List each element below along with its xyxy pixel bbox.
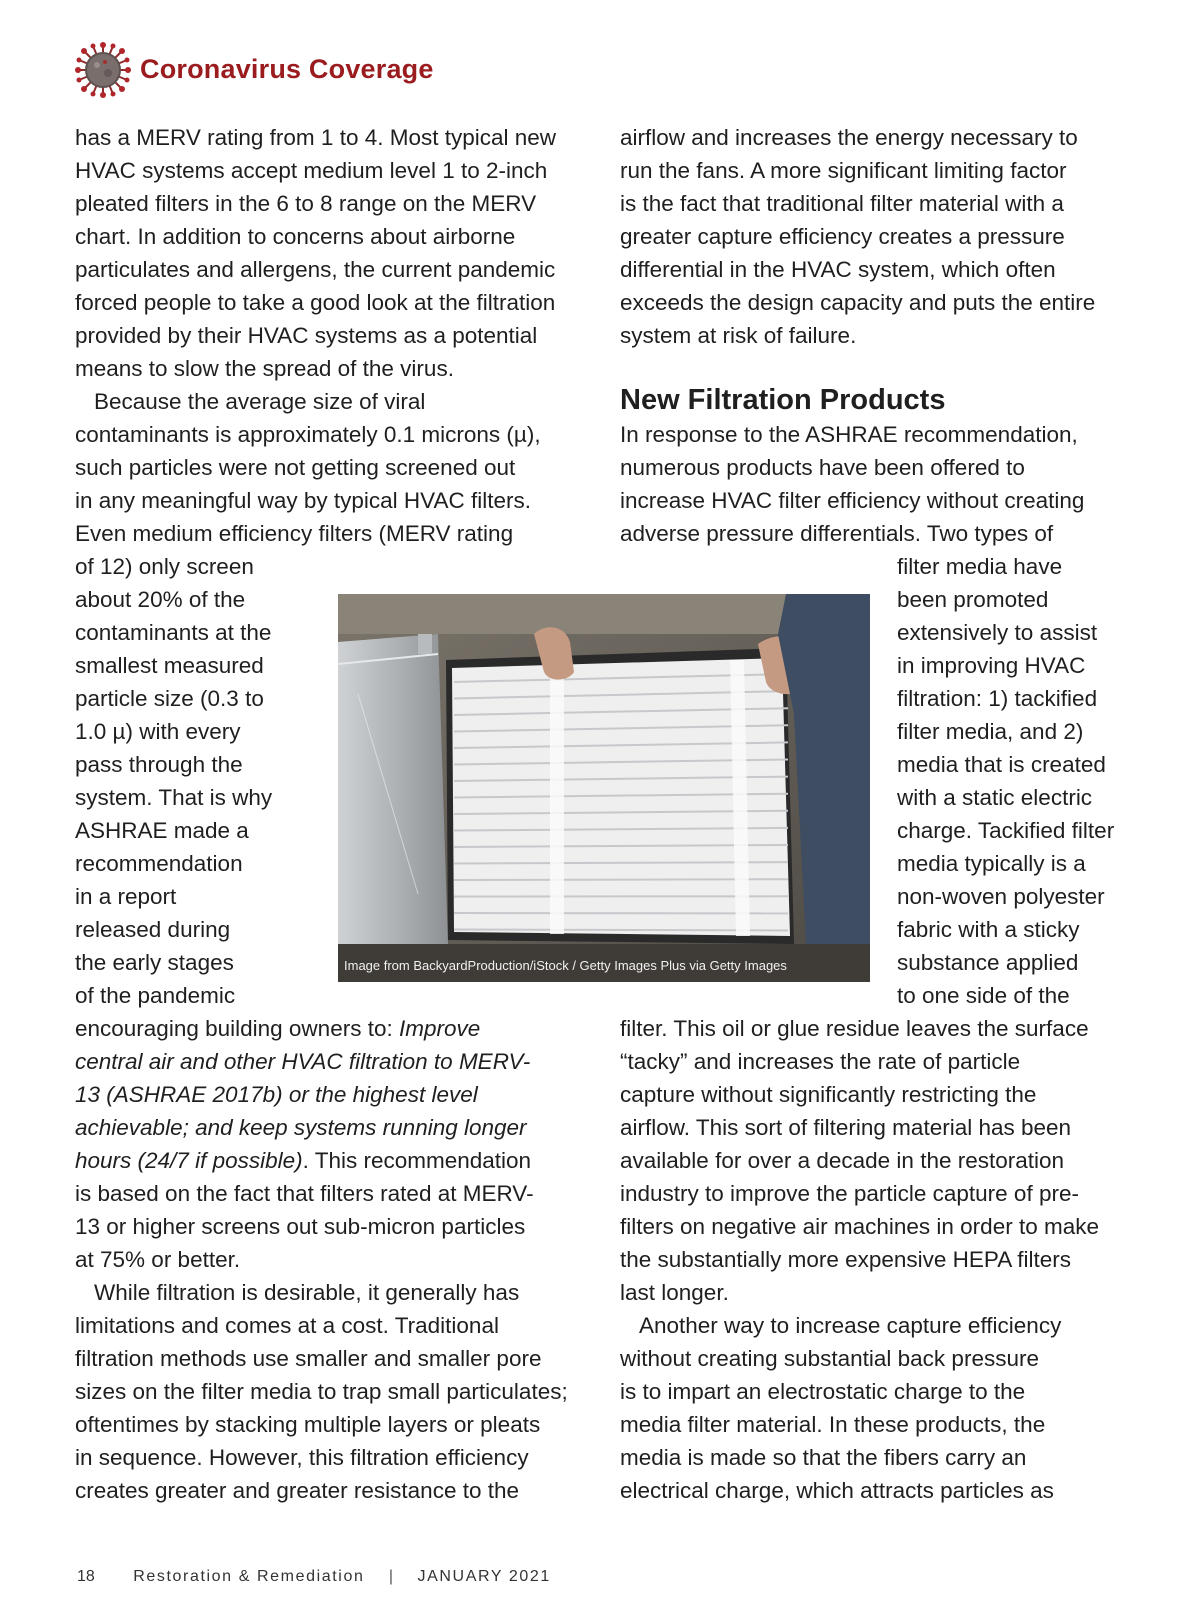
left-line: contaminants at the [75, 620, 272, 645]
right-line: without creating substantial back pressure [620, 1346, 1039, 1371]
left-line: smallest measured [75, 653, 264, 678]
right-line: Another way to increase capture efficiency [639, 1313, 1062, 1338]
right-line: numerous products have been offered to [620, 455, 1025, 480]
right-line: extensively to assist [897, 620, 1098, 645]
left-line: pass through the [75, 752, 243, 777]
left-line: about 20% of the [75, 587, 246, 612]
right-line: filter media have [897, 554, 1063, 579]
right-line: filters on negative air machines in order to make [620, 1214, 1099, 1239]
right-line: is the fact that traditional filter material with a [620, 191, 1064, 216]
left-line: contaminants is approximately 0.1 microns (µ), [75, 422, 541, 447]
left-line: the early stages [75, 950, 234, 975]
right-line: in improving HVAC [897, 653, 1086, 678]
left-line: particulates and allergens, the current pandemic [75, 257, 556, 282]
left-line: HVAC systems accept medium level 1 to 2-inch [75, 158, 548, 183]
right-line: fabric with a sticky [897, 917, 1080, 942]
left-line: recommendation [75, 851, 243, 876]
left-line: Because the average size of viral [94, 389, 426, 414]
right-line: exceeds the design capacity and puts the entire [620, 290, 1096, 315]
line-text: encouraging building owners to: [75, 1016, 399, 1041]
right-line: increase HVAC filter efficiency without creating [620, 488, 1085, 513]
left-line: system. That is why [75, 785, 273, 810]
italic-quote: hours (24/7 if possible) [75, 1148, 303, 1173]
left-line: While filtration is desirable, it generally has [94, 1280, 520, 1305]
right-line: capture without significantly restricting the [620, 1082, 1037, 1107]
right-line: to one side of the [897, 983, 1070, 1008]
right-line: media filter material. In these products, the [620, 1412, 1046, 1437]
left-line: in a report [75, 884, 177, 909]
left-line: ASHRAE made a [75, 818, 249, 843]
magazine-title: Restoration & Remediation [133, 1568, 365, 1585]
left-line: limitations and comes at a cost. Traditional [75, 1313, 499, 1338]
left-line: 13 or higher screens out sub-micron particles [75, 1214, 526, 1239]
right-line: available for over a decade in the restoration [620, 1148, 1065, 1173]
line-text: . This recommendation [302, 1148, 532, 1173]
right-line: media is made so that the fibers carry an [620, 1445, 1027, 1470]
right-line: last longer. [620, 1280, 729, 1305]
left-line: 13 (ASHRAE 2017b) or the highest level [75, 1082, 478, 1107]
left-line: chart. In addition to concerns about airborne [75, 224, 516, 249]
right-line: airflow. This sort of filtering material has been [620, 1115, 1072, 1140]
section-banner-title: Coronavirus Coverage [140, 54, 434, 84]
right-line: filter media, and 2) [897, 719, 1084, 744]
left-line: such particles were not getting screened out [75, 455, 516, 480]
left-line: particle size (0.3 to [75, 686, 264, 711]
right-line: filter. This oil or glue residue leaves the surface [620, 1016, 1089, 1041]
left-line: pleated filters in the 6 to 8 range on the MERV [75, 191, 537, 216]
left-line: oftentimes by stacking multiple layers or pleats [75, 1412, 541, 1437]
right-line: media typically is a [897, 851, 1086, 876]
right-line: is to impart an electrostatic charge to the [620, 1379, 1026, 1404]
left-line: Even medium efficiency filters (MERV rating [75, 521, 514, 546]
left-line: achievable; and keep systems running longer [75, 1115, 527, 1140]
left-line: sizes on the filter media to trap small particulates; [75, 1379, 568, 1404]
left-line: of the pandemic [75, 983, 236, 1008]
right-line: differential in the HVAC system, which often [620, 257, 1056, 282]
left-line: means to slow the spread of the virus. [75, 356, 454, 381]
right-line: with a static electric [897, 785, 1093, 810]
left-line: central air and other HVAC filtration to MERV- [75, 1049, 531, 1074]
left-line: 1.0 µ) with every [75, 719, 241, 744]
page-number: 18 [77, 1568, 95, 1585]
left-line: of 12) only screen [75, 554, 254, 579]
left-line: filtration methods use smaller and smaller pore [75, 1346, 542, 1371]
photo-credit: Image from BackyardProduction/iStock / Getty Images Plus via Getty Images [344, 958, 787, 973]
right-line: adverse pressure differentials. Two types of [620, 521, 1054, 546]
right-line: run the fans. A more significant limiting factor [620, 158, 1067, 183]
left-line: in any meaningful way by typical HVAC filters. [75, 488, 532, 513]
right-line: system at risk of failure. [620, 323, 857, 348]
left-line: provided by their HVAC systems as a potential [75, 323, 538, 348]
right-line: filtration: 1) tackified [897, 686, 1098, 711]
left-line: creates greater and greater resistance to the [75, 1478, 520, 1503]
section-heading: New Filtration Products [620, 384, 946, 416]
left-line: forced people to take a good look at the filtration [75, 290, 556, 315]
right-line: industry to improve the particle capture of pre- [620, 1181, 1079, 1206]
left-line: in sequence. However, this filtration efficiency [75, 1445, 529, 1470]
right-line: airflow and increases the energy necessary to [620, 125, 1078, 150]
right-line: been promoted [897, 587, 1049, 612]
footer-separator: | [388, 1568, 394, 1585]
issue-date: JANUARY 2021 [417, 1568, 551, 1585]
hvac-filter-photo [338, 594, 870, 982]
right-line: In response to the ASHRAE recommendation, [620, 422, 1078, 447]
left-line: released during [75, 917, 231, 942]
left-line: is based on the fact that filters rated at MERV- [75, 1181, 534, 1206]
right-line: substance applied [897, 950, 1079, 975]
right-line: “tacky” and increases the rate of particle [620, 1049, 1021, 1074]
left-line: at 75% or better. [75, 1247, 241, 1272]
right-line: non-woven polyester [897, 884, 1105, 909]
right-line: greater capture efficiency creates a pressure [620, 224, 1065, 249]
virus-icon [75, 42, 131, 98]
left-line [75, 1014, 480, 1044]
right-line: media that is created [897, 752, 1106, 777]
page-footer [77, 1568, 551, 1586]
right-line: electrical charge, which attracts particles as [620, 1478, 1054, 1503]
italic-quote: Improve [398, 1016, 481, 1041]
right-line: the substantially more expensive HEPA filters [620, 1247, 1072, 1272]
left-line: has a MERV rating from 1 to 4. Most typical new [75, 125, 557, 150]
right-line: charge. Tackified filter [897, 818, 1115, 843]
left-line [75, 1146, 531, 1176]
